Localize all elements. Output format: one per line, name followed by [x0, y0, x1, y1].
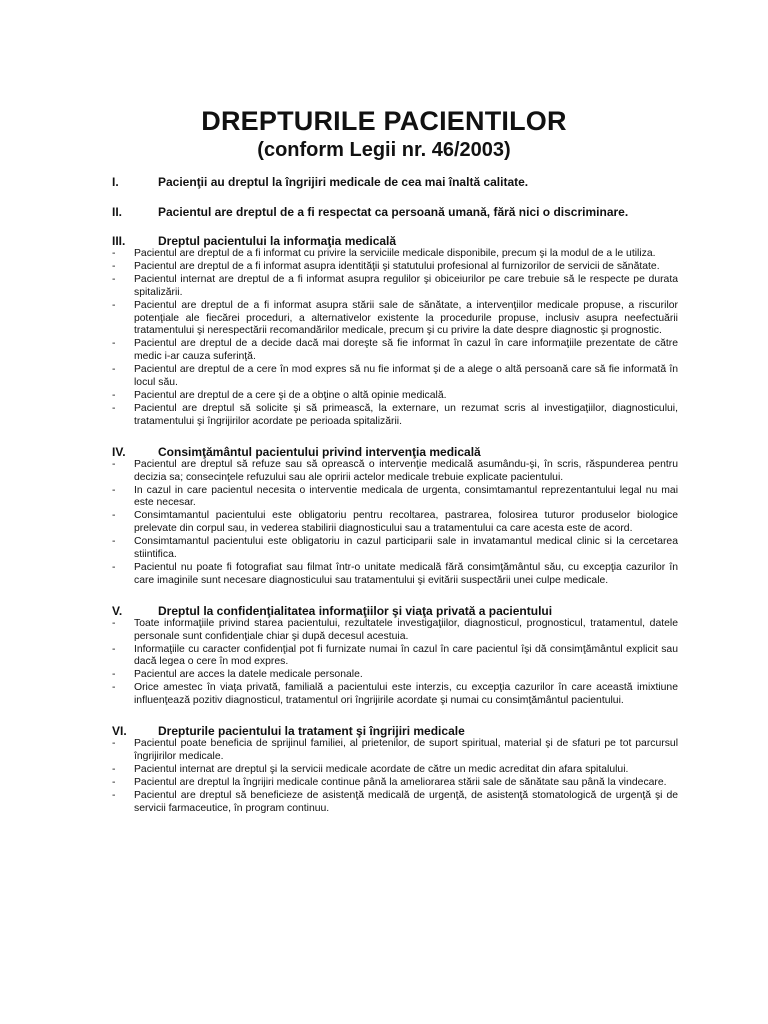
list-item: - Pacientul are dreptul să solicite şi să primească, la externare, un rezumat scris al investigaţiilor, diagnosticului, tratamentului şi îngrijirilor acordate pe perioada spitalizării. — [112, 403, 678, 429]
section — [112, 445, 678, 588]
list-item: - Pacientul are acces la datele medicale personale. — [112, 669, 678, 682]
list-item: - Toate informaţiile privind starea pacientului, rezultatele investigaţiilor, diagnosticul, prognosticul, tratamentul, datele personale sunt confidenţiale chiar şi după decesul acestuia. — [112, 618, 678, 644]
list-item: - Pacientul are dreptul de a decide dacă mai doreşte să fie informat în cazul în care informaţiile prezentate de către medic i-ar cauza suferinţă. — [112, 338, 678, 364]
list-item: - Pacientul are dreptul să beneficieze de asistenţă medicală de urgenţă, de asistenţă stomatologică de urgenţă şi de servicii farmaceutice, în program continuu. — [112, 790, 678, 816]
document-title: DREPTURILE PACIENTILOR — [201, 106, 567, 136]
list-item: - Pacientul internat are dreptul şi la servicii medicale acordate de către un medic acreditat din afara spitalului. — [112, 764, 678, 777]
section-number: IV. — [112, 444, 126, 459]
list-item: - Pacientul are dreptul de a cere şi de a obţine o altă opinie medicală. — [112, 390, 678, 403]
section-number: II. — [112, 205, 123, 219]
list-item: - Consimtamantul pacientului este obligatoriu pentru recoltarea, pastrarea, folosirea tuturor produselor biologice prelevate din corpul sau, in vederea stabilirii diagnosticului sau a tratamentului ca care acesta este de acord. — [112, 510, 678, 536]
section-heading — [112, 175, 678, 189]
list-item: - Informaţiile cu caracter confidenţial pot fi furnizate numai în cazul în care pacientul îşi dă consimţământul explicit sau dacă legea o cere în mod expres. — [112, 644, 678, 670]
list-item: - Pacientul internat are dreptul de a fi informat asupra regulilor şi obiceiurilor pe care trebuie să le respecte pe durata spitalizării. — [112, 274, 678, 300]
section-heading — [112, 724, 678, 738]
section-number: VI. — [112, 724, 127, 739]
list-item: - Pacientul poate beneficia de sprijinul familiei, al prietenilor, de suport spiritual, material şi de sfaturi pe tot parcursul îngrijirilor medicale. — [112, 738, 678, 764]
section-number: I. — [112, 175, 119, 189]
section-heading — [112, 205, 678, 219]
section-items — [112, 248, 678, 429]
list-item: - Pacientul are dreptul de a fi informat cu privire la serviciile medicale disponibile, precum şi la modul de a le utiliza. — [112, 248, 678, 261]
section — [112, 604, 678, 708]
list-item: - Pacientul are dreptul la îngrijiri medicale continue până la ameliorarea stării sale de sănătate sau până la vindecare. — [112, 777, 678, 790]
section-number: V. — [112, 603, 123, 618]
list-item: - Pacientul are dreptul de a fi informat asupra stării sale de sănătate, a intervenţiilor medicale propuse, a riscurilor potenţiale ale fiecărei proceduri, a alternativelor existente la procedurile propuse, inclusiv asupra neefectuării tratamentului şi nerespectării recomandărilor medicale, precum şi cu privire la date despre diagnostic şi prognostic. — [112, 300, 678, 339]
section — [112, 175, 678, 189]
section-items — [112, 738, 678, 815]
document-subtitle: (conform Legii nr. 46/2003) — [257, 139, 511, 161]
section-items — [112, 618, 678, 708]
section — [112, 234, 678, 429]
section-heading — [112, 604, 678, 618]
section-items — [112, 459, 678, 588]
rights-sections — [112, 172, 678, 816]
section-title: Drepturile pacientului la tratament şi îngrijiri medicale — [158, 724, 465, 739]
section-heading — [112, 445, 678, 459]
list-item: - Pacientul are dreptul de a cere în mod expres să nu fie informat şi de a alege o altă persoană care să fie informată în locul său. — [112, 364, 678, 390]
section — [112, 724, 678, 815]
list-item: - Consimtamantul pacientului este obligatoriu in cazul participarii sale in invatamantul medical clinic si la cercetarea stiintifica. — [112, 536, 678, 562]
section-title: Dreptul la confidenţialitatea informaţiilor şi viaţa privată a pacientului — [158, 603, 553, 618]
section-title: Consimţământul pacientului privind intervenţia medicală — [158, 444, 481, 459]
section-title: Dreptul pacientului la informaţia medicală — [158, 234, 397, 248]
list-item: - Orice amestec în viaţa privată, familială a pacientului este interzis, cu excepţia cazurilor în care această imixtiune influenţează pozitiv diagnosticul, tratamentul ori îngrijirile acordate şi numai cu consimţământul pacientului. — [112, 682, 678, 708]
section-heading — [112, 234, 678, 248]
list-item: - Pacientul are dreptul să refuze sau să oprească o intervenţie medicală asumându-şi, în scris, răspunderea pentru decizia sa; consecinţele refuzului sau ale opririi actelor medicale trebuie explicate pacientului. — [112, 459, 678, 485]
section-number: III. — [112, 234, 126, 248]
section-title: Pacienţii au dreptul la îngrijiri medicale de cea mai înaltă calitate. — [158, 175, 529, 189]
list-item: - Pacientul nu poate fi fotografiat sau filmat într-o unitate medicală fără consimţământul său, cu excepţia cazurilor în care imaginile sunt necesare diagnosticului sau tratamentului şi evitării suspectării unei culpe medicale. — [112, 562, 678, 588]
section-title: Pacientul are dreptul de a fi respectat ca persoană umană, fără nici o discriminare. — [158, 205, 629, 219]
list-item: - Pacientul are dreptul de a fi informat asupra identităţii şi statutului profesional al furnizorilor de servicii de sănătate. — [112, 261, 678, 274]
section — [112, 205, 678, 219]
list-item: - In cazul in care pacientul necesita o interventie medicala de urgenta, consimtamantul reprezentantului legal nu mai este necesar. — [112, 485, 678, 511]
